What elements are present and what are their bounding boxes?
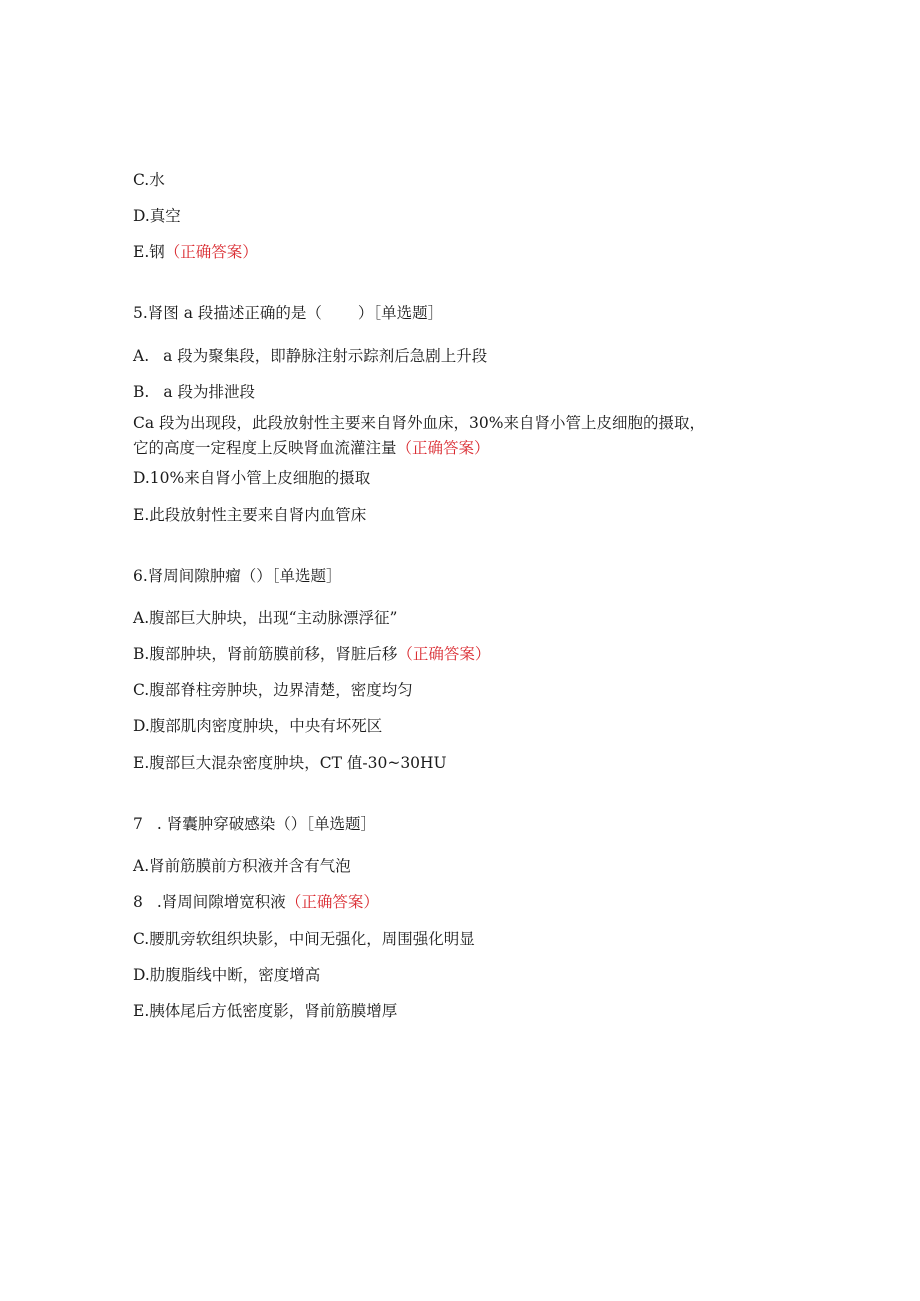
correct-answer-marker: （正确答案） (397, 645, 491, 663)
q5-option-c-line2: 它的高度一定程度上反映肾血流灌注量（正确答案） (133, 439, 490, 457)
q4-option-c: C.水 (133, 171, 165, 189)
q5-option-d: D.10%来自肾小管上皮细胞的摄取 (133, 469, 371, 487)
q6-option-e: E.腹部巨大混杂密度肿块，CT 值-30~30HU (133, 754, 447, 772)
correct-answer-marker: （正确答案） (396, 439, 490, 457)
q5-stem: 5.肾图 a 段描述正确的是（ ）［单选题］ (133, 304, 444, 322)
q6-stem: 6.肾周间隙肿瘤（）［单选题］ (133, 567, 342, 585)
q7-option-d: D.肋腹脂线中断，密度增高 (133, 966, 321, 984)
q4-option-d: D.真空 (133, 207, 181, 225)
q6-option-b: B.腹部肿块，肾前筋膜前移，肾脏后移（正确答案） (133, 645, 491, 663)
q6-option-d: D.腹部肌肉密度肿块，中央有坏死区 (133, 717, 383, 735)
q5-option-c-line1: Ca 段为出现段，此段放射性主要来自肾外血床，30%来自肾小管上皮细胞的摄取， (133, 414, 705, 432)
q4-option-e: E.钢（正确答案） (133, 243, 258, 261)
q6-option-c: C.腹部脊柱旁肿块，边界清楚，密度均匀 (133, 681, 413, 699)
q5-option-b: B. a 段为排泄段 (133, 383, 255, 401)
q5-option-e: E.此段放射性主要来自肾内血管床 (133, 506, 367, 524)
q7-option-c: C.腰肌旁软组织块影，中间无强化，周围强化明显 (133, 930, 475, 948)
q7-option-e: E.胰体尾后方低密度影，肾前筋膜增厚 (133, 1002, 398, 1020)
correct-answer-marker: （正确答案） (285, 893, 379, 911)
correct-answer-marker: （正确答案） (164, 243, 258, 261)
q6-option-a: A.腹部巨大肿块，出现“主动脉漂浮征” (133, 609, 398, 627)
q7-option-b: 8 .肾周间隙增宽积液（正确答案） (133, 893, 379, 911)
q7-option-a: A.肾前筋膜前方积液并含有气泡 (133, 857, 351, 875)
q5-option-a: A. a 段为聚集段，即静脉注射示踪剂后急剧上升段 (133, 347, 488, 365)
q7-stem: 7 . 肾囊肿穿破感染（）［单选题］ (133, 815, 376, 833)
